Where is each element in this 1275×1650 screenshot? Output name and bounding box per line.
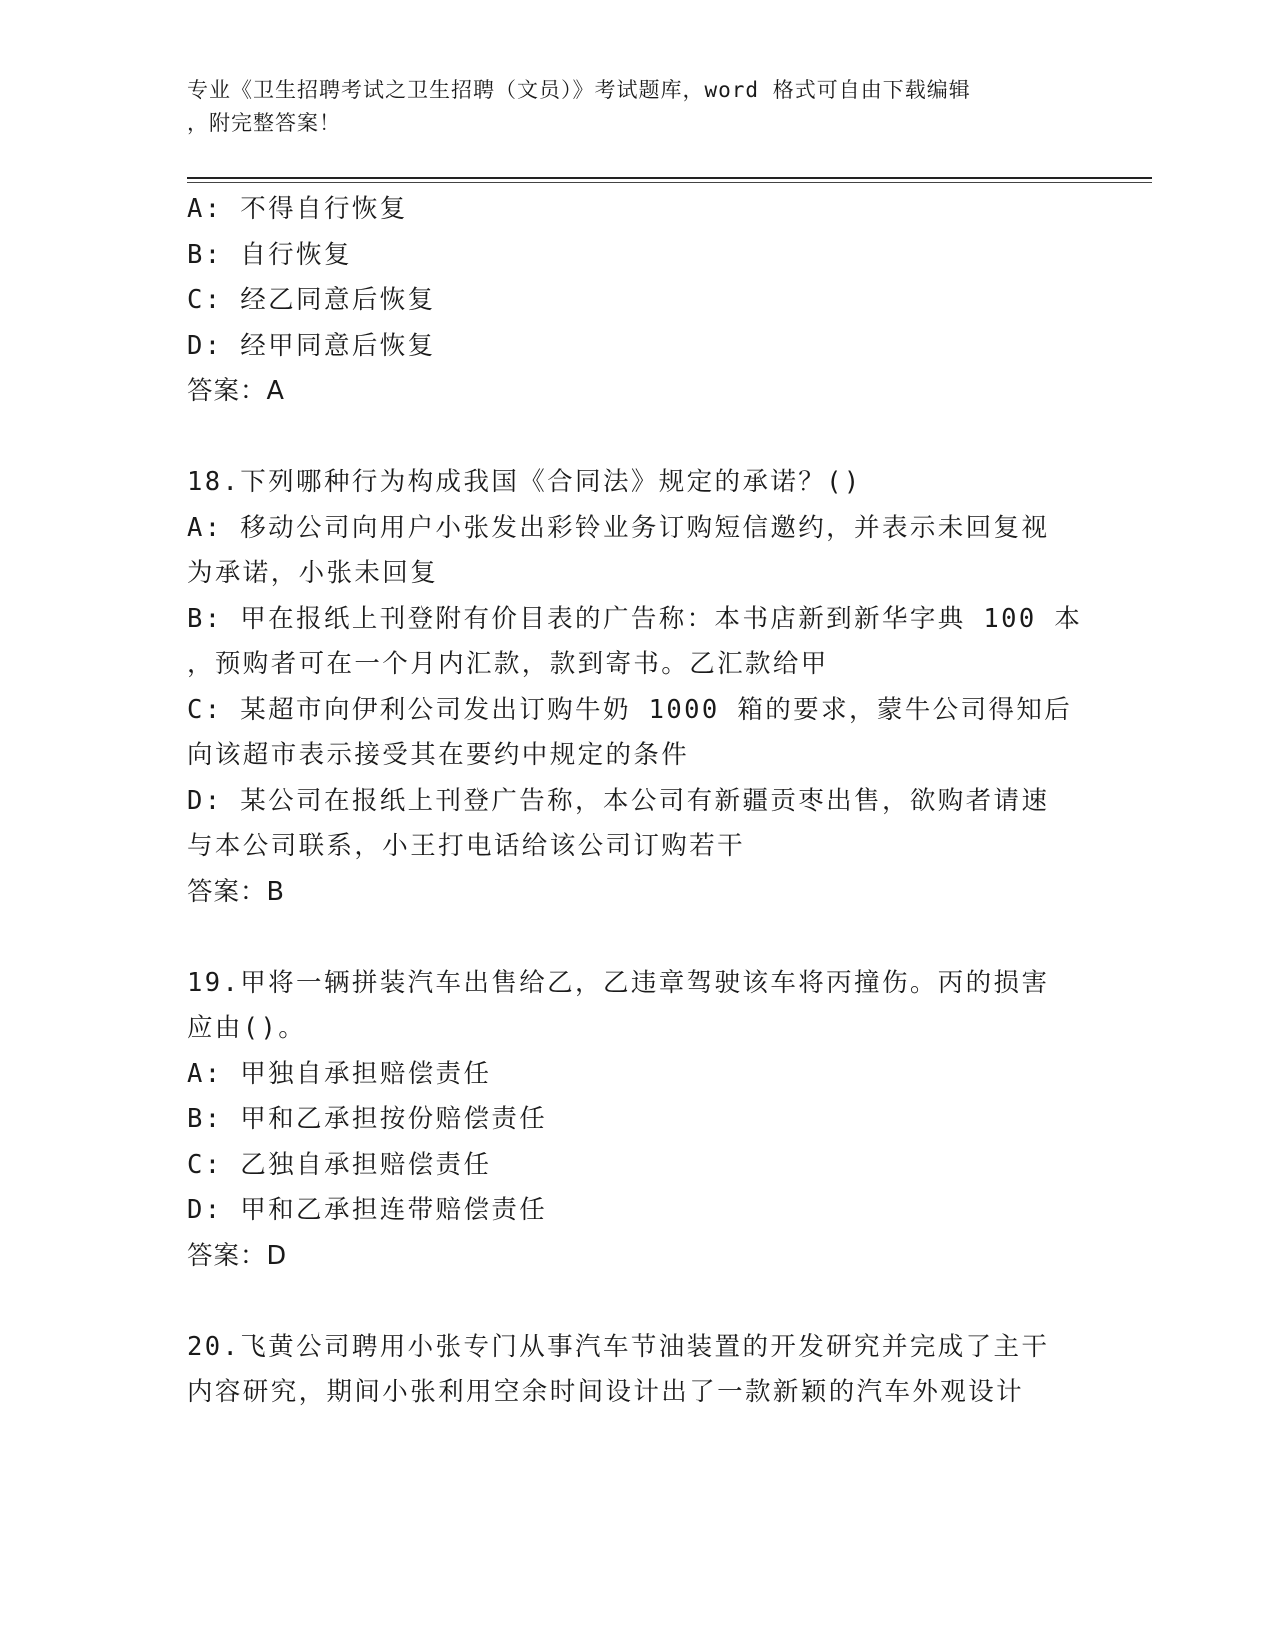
option-a-cont: 为承诺，小张未回复 [187,558,439,588]
option-d: D: 某公司在报纸上刊登广告称，本公司有新疆贡枣出售，欲购者请速 [187,785,1050,816]
spacer [187,415,1087,461]
option-c: C: 某超市向伊利公司发出订购牛奶 1000 箱的要求，蒙牛公司得知后 [187,694,1073,725]
question-stem-cont: 应由()。 [187,1013,307,1043]
question-stem-cont: 内容研究，期间小张利用空余时间设计出了一款新颖的汽车外观设计 [187,1377,1025,1407]
question-content [187,187,1087,1416]
header-line-2: ，附完整答案！ [187,111,341,135]
option-d-cont: 与本公司联系，小王打电话给该公司订购若干 [187,831,746,861]
question-stem: 18.下列哪种行为构成我国《合同法》规定的承诺？() [187,467,862,497]
option-c-cont: 向该超市表示接受其在要约中规定的条件 [187,740,690,770]
answer-line: 答案：B [187,876,285,907]
question-18 [187,460,1087,915]
option-b-cont: ，预购者可在一个月内汇款，款到寄书。乙汇款给甲 [187,649,829,679]
header-divider-thick [187,177,1152,179]
prev-question-block [187,187,1087,415]
option-b: B: 甲和乙承担按份赔偿责任 [187,1104,548,1134]
question-20 [187,1325,1087,1416]
option-d: D: 甲和乙承担连带赔偿责任 [187,1195,548,1225]
option-b: B: 甲在报纸上刊登附有价目表的广告称：本书店新到新华字典 100 本 [187,603,1083,634]
question-stem: 20.飞黄公司聘用小张专门从事汽车节油装置的开发研究并完成了主干 [187,1331,1050,1362]
header-divider-thin [187,182,1152,183]
question-19 [187,961,1087,1280]
option-d: D: 经甲同意后恢复 [187,330,436,361]
option-a: A: 移动公司向用户小张发出彩铃业务订购短信邀约，并表示未回复视 [187,512,1050,543]
spacer [187,915,1087,961]
option-c: C: 乙独自承担赔偿责任 [187,1149,492,1180]
option-a: A: 甲独自承担赔偿责任 [187,1058,492,1089]
spacer [187,1279,1087,1325]
answer-line: 答案：D [187,1240,288,1271]
option-b: B: 自行恢复 [187,239,352,270]
question-stem: 19.甲将一辆拼装汽车出售给乙，乙违章驾驶该车将丙撞伤。丙的损害 [187,967,1050,998]
answer-line: 答案：A [187,376,285,406]
document-header [187,74,1067,140]
option-a: A: 不得自行恢复 [187,194,408,224]
header-line-1: 专业《卫生招聘考试之卫生招聘（文员）》考试题库，word 格式可自由下载编辑 [187,78,971,102]
option-c: C: 经乙同意后恢复 [187,285,436,315]
